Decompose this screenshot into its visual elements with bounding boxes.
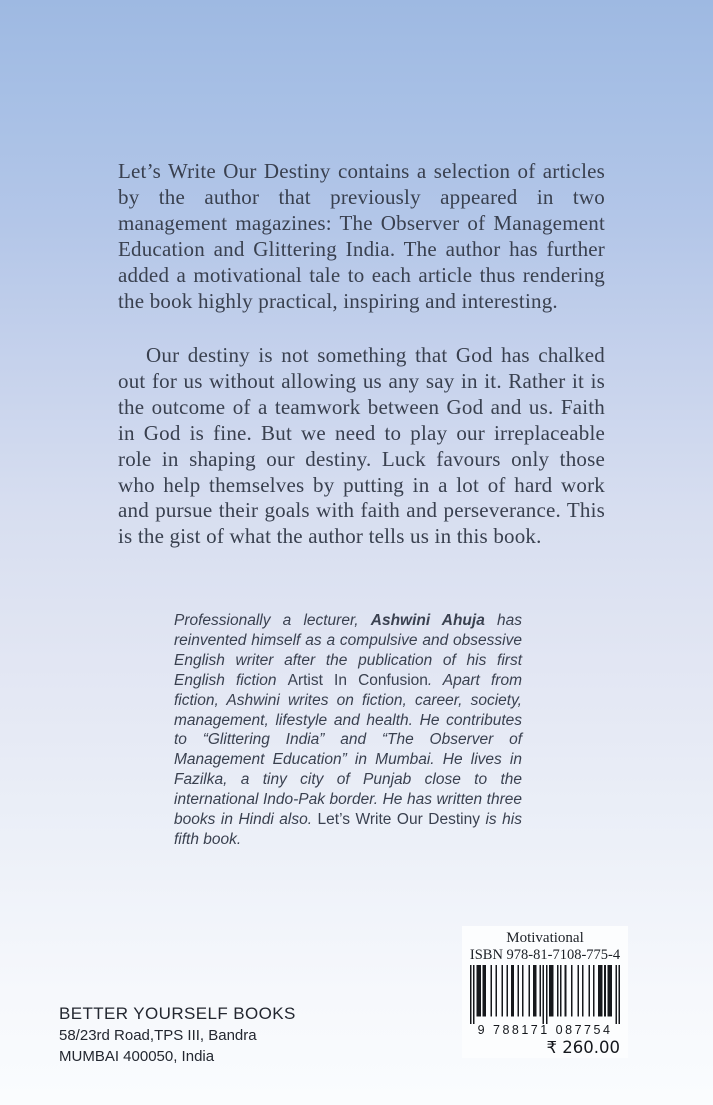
bio-text: . Apart from fiction, Ashwini writes on fiction, career, society, management, lifestyle and health. He contributes to “Glittering India” and “The Observer of Management Education” in Mumbai. He lives in Fazilka, a tiny city of Punjab close to the international Indo-Pak border. He has written three books in Hindi also. [174,671,522,829]
author-bio [174,611,522,850]
barcode-digits: 9 788171 087754 [477,1023,613,1037]
publisher-address-line2: MUMBAI 400050, India [59,1048,215,1065]
book-title-artist-in-confusion: Artist In Confusion [287,671,428,689]
category-label: Motivational [506,930,584,946]
ean13-barcode-icon [470,965,620,1024]
bio-text: Professionally a lecturer, [174,612,371,629]
bio-text: has reinvented himself as a compulsive and obsessive English writer after the publication of his first English fiction [174,612,522,689]
bio-text: is his fifth book. [174,811,522,848]
publisher-block [59,1003,296,1067]
publisher-name: BETTER YOURSELF BOOKS [59,1004,296,1023]
barcode-panel [462,926,628,1058]
publisher-address-line1: 58/23rd Road,TPS III, Bandra [59,1027,257,1044]
synopsis-paragraph-1: Let’s Write Our Destiny contains a selection of articles by the author that previously appeared in two management magazines: The Observer of Management Education and Glittering India. The author has further added a motivational tale to each article thus rendering the book highly practical, inspiring and interesting. [118,159,605,313]
synopsis-paragraph-2: Our destiny is not something that God has chalked out for us without allowing us any say in it. Rather it is the outcome of a teamwork between God and us. Faith in God is fine. But we need to play our irreplaceable role in shaping our destiny. Luck favours only those who help themselves by putting in a lot of hard work and pursue their goals with faith and perseverance. This is the gist of what the author tells us in this book. [118,343,605,549]
isbn-label: ISBN 978-81-7108-775-4 [469,947,621,963]
author-name: Ashwini Ahuja [370,612,485,629]
book-title-lets-write-our-destiny: Let’s Write Our Destiny [317,811,480,829]
price-label: ₹ 260.00 [546,1038,620,1057]
